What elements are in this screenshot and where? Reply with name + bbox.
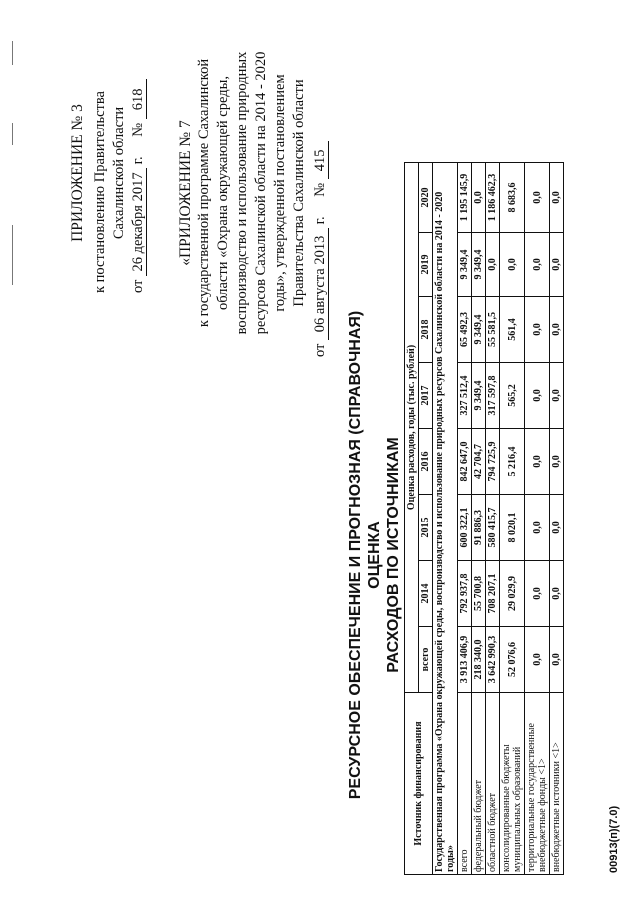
row-value: 794 725,9	[486, 429, 500, 495]
funding-table	[404, 162, 564, 875]
row-value: 55 581,5	[486, 297, 500, 363]
scan-edge-mark	[12, 225, 13, 285]
header-year: 2019	[419, 233, 433, 297]
row-value: 0,0	[550, 561, 564, 627]
original-appendix-title: «ПРИЛОЖЕНИЕ № 7	[177, 120, 194, 266]
page-title-line-1: РЕСУРСНОЕ ОБЕСПЕЧЕНИЕ И ПРОГНОЗНАЯ (СПРАВОЧНАЯ) ОЦЕНКА	[347, 310, 383, 800]
row-value: 0,0	[472, 163, 486, 233]
row-value: 8 020,1	[500, 495, 525, 561]
appendix-date: 26 декабря 2017	[130, 168, 147, 276]
row-value: 0,0	[550, 429, 564, 495]
row-value: 3 913 406,9	[458, 627, 472, 693]
row-value: 600 322,1	[458, 495, 472, 561]
row-value: 792 937,8	[458, 561, 472, 627]
scan-edge-mark	[12, 123, 13, 145]
row-value: 0,0	[500, 233, 525, 297]
original-appendix-line-3: воспроизводство и использование природных	[234, 51, 250, 335]
row-value: 9 349,4	[472, 233, 486, 297]
row-value: 0,0	[525, 561, 550, 627]
row-value: 9 349,4	[458, 233, 472, 297]
row-value: 0,0	[525, 297, 550, 363]
row-value: 1 195 145,9	[458, 163, 472, 233]
row-value: 9 349,4	[472, 363, 486, 429]
row-value: 565,2	[500, 363, 525, 429]
form-code-stamp: 00913(п)(7.0)	[608, 805, 620, 873]
original-appendix-line-6: Правительства Сахалинской области	[291, 79, 307, 307]
row-value: 0,0	[525, 495, 550, 561]
row-label: всего	[458, 693, 472, 875]
page-title	[346, 275, 403, 835]
scan-edge-mark	[12, 41, 13, 65]
row-value: 842 647,0	[458, 429, 472, 495]
appendix-number: 618	[130, 79, 147, 119]
row-value: 580 415,7	[486, 495, 500, 561]
row-value: 708 207,1	[486, 561, 500, 627]
table-row	[550, 163, 564, 875]
row-value: 0,0	[525, 233, 550, 297]
row-value: 65 492,3	[458, 297, 472, 363]
table-row	[458, 163, 472, 875]
header-year: 2014	[419, 561, 433, 627]
row-label: внебюджетные источники <1>	[550, 693, 564, 875]
original-appendix-date: 06 августа 2013	[312, 228, 329, 340]
row-value: 9 349,4	[472, 297, 486, 363]
row-label: областной бюджет	[486, 693, 500, 875]
table-row	[525, 163, 550, 875]
appendix-title: ПРИЛОЖЕНИЕ № 3	[69, 104, 86, 242]
row-value: 0,0	[525, 429, 550, 495]
row-value: 91 886,3	[472, 495, 486, 561]
row-value: 561,4	[500, 297, 525, 363]
original-appendix-date-line: от 06 августа 2013 г. № 415	[311, 29, 330, 357]
header-source: Источник финансирования	[405, 693, 433, 875]
table-row	[472, 163, 486, 875]
row-value: 0,0	[550, 297, 564, 363]
header-year: 2017	[419, 363, 433, 429]
row-label: территориальные государственные внебюджетные фонды <1>	[525, 693, 550, 875]
appendix-line-2: Сахалинской области	[111, 106, 127, 240]
row-value: 0,0	[550, 627, 564, 693]
row-value: 3 642 990,3	[486, 627, 500, 693]
row-value: 52 076,6	[500, 627, 525, 693]
row-value: 317 597,8	[486, 363, 500, 429]
row-value: 0,0	[550, 233, 564, 297]
program-row	[433, 163, 458, 875]
row-value: 218 340,0	[472, 627, 486, 693]
original-appendix-line-2: области «Охрана окружающей среды,	[215, 76, 231, 310]
header-year: 2020	[419, 163, 433, 233]
header-year: 2018	[419, 297, 433, 363]
original-appendix-number: 415	[312, 141, 329, 179]
table-row	[486, 163, 500, 875]
table-header-row	[405, 163, 419, 875]
row-value: 0,0	[525, 163, 550, 233]
row-value: 8 683,6	[500, 163, 525, 233]
program-name: Государственная программа «Охрана окружающей среды, воспроизводство и использование природных ресурсов Сахалинской области на 2014 - 2020 годы»	[433, 163, 458, 875]
original-appendix-header	[176, 29, 330, 357]
appendix-date-line: от 26 декабря 2017 г. № 618	[129, 53, 148, 293]
header-total: всего	[419, 627, 433, 693]
original-appendix-line-5: годы», утвержденной постановлением	[272, 74, 288, 312]
row-value: 0,0	[525, 363, 550, 429]
row-value: 0,0	[550, 163, 564, 233]
original-appendix-line-1: к государственной программе Сахалинской	[196, 58, 212, 328]
row-value: 0,0	[486, 233, 500, 297]
original-appendix-line-4: ресурсов Сахалинской области на 2014 - 2020	[253, 51, 269, 335]
row-value: 0,0	[550, 363, 564, 429]
page-title-line-2: РАСХОДОВ ПО ИСТОЧНИКАМ	[385, 437, 402, 673]
row-value: 55 700,8	[472, 561, 486, 627]
row-label: консолидированные бюджеты муниципальных образований	[500, 693, 525, 875]
header-estimate: Оценка расходов, годы (тыс. рублей)	[405, 163, 419, 693]
row-value: 1 186 462,3	[486, 163, 500, 233]
header-year: 2015	[419, 495, 433, 561]
row-value: 0,0	[525, 627, 550, 693]
appendix-line-1: к постановлению Правительства	[92, 91, 108, 293]
appendix-header	[68, 53, 148, 293]
table-row	[500, 163, 525, 875]
header-year: 2016	[419, 429, 433, 495]
row-value: 5 216,4	[500, 429, 525, 495]
row-label: федеральный бюджет	[472, 693, 486, 875]
row-value: 327 512,4	[458, 363, 472, 429]
row-value: 42 704,7	[472, 429, 486, 495]
row-value: 29 029,9	[500, 561, 525, 627]
row-value: 0,0	[550, 495, 564, 561]
